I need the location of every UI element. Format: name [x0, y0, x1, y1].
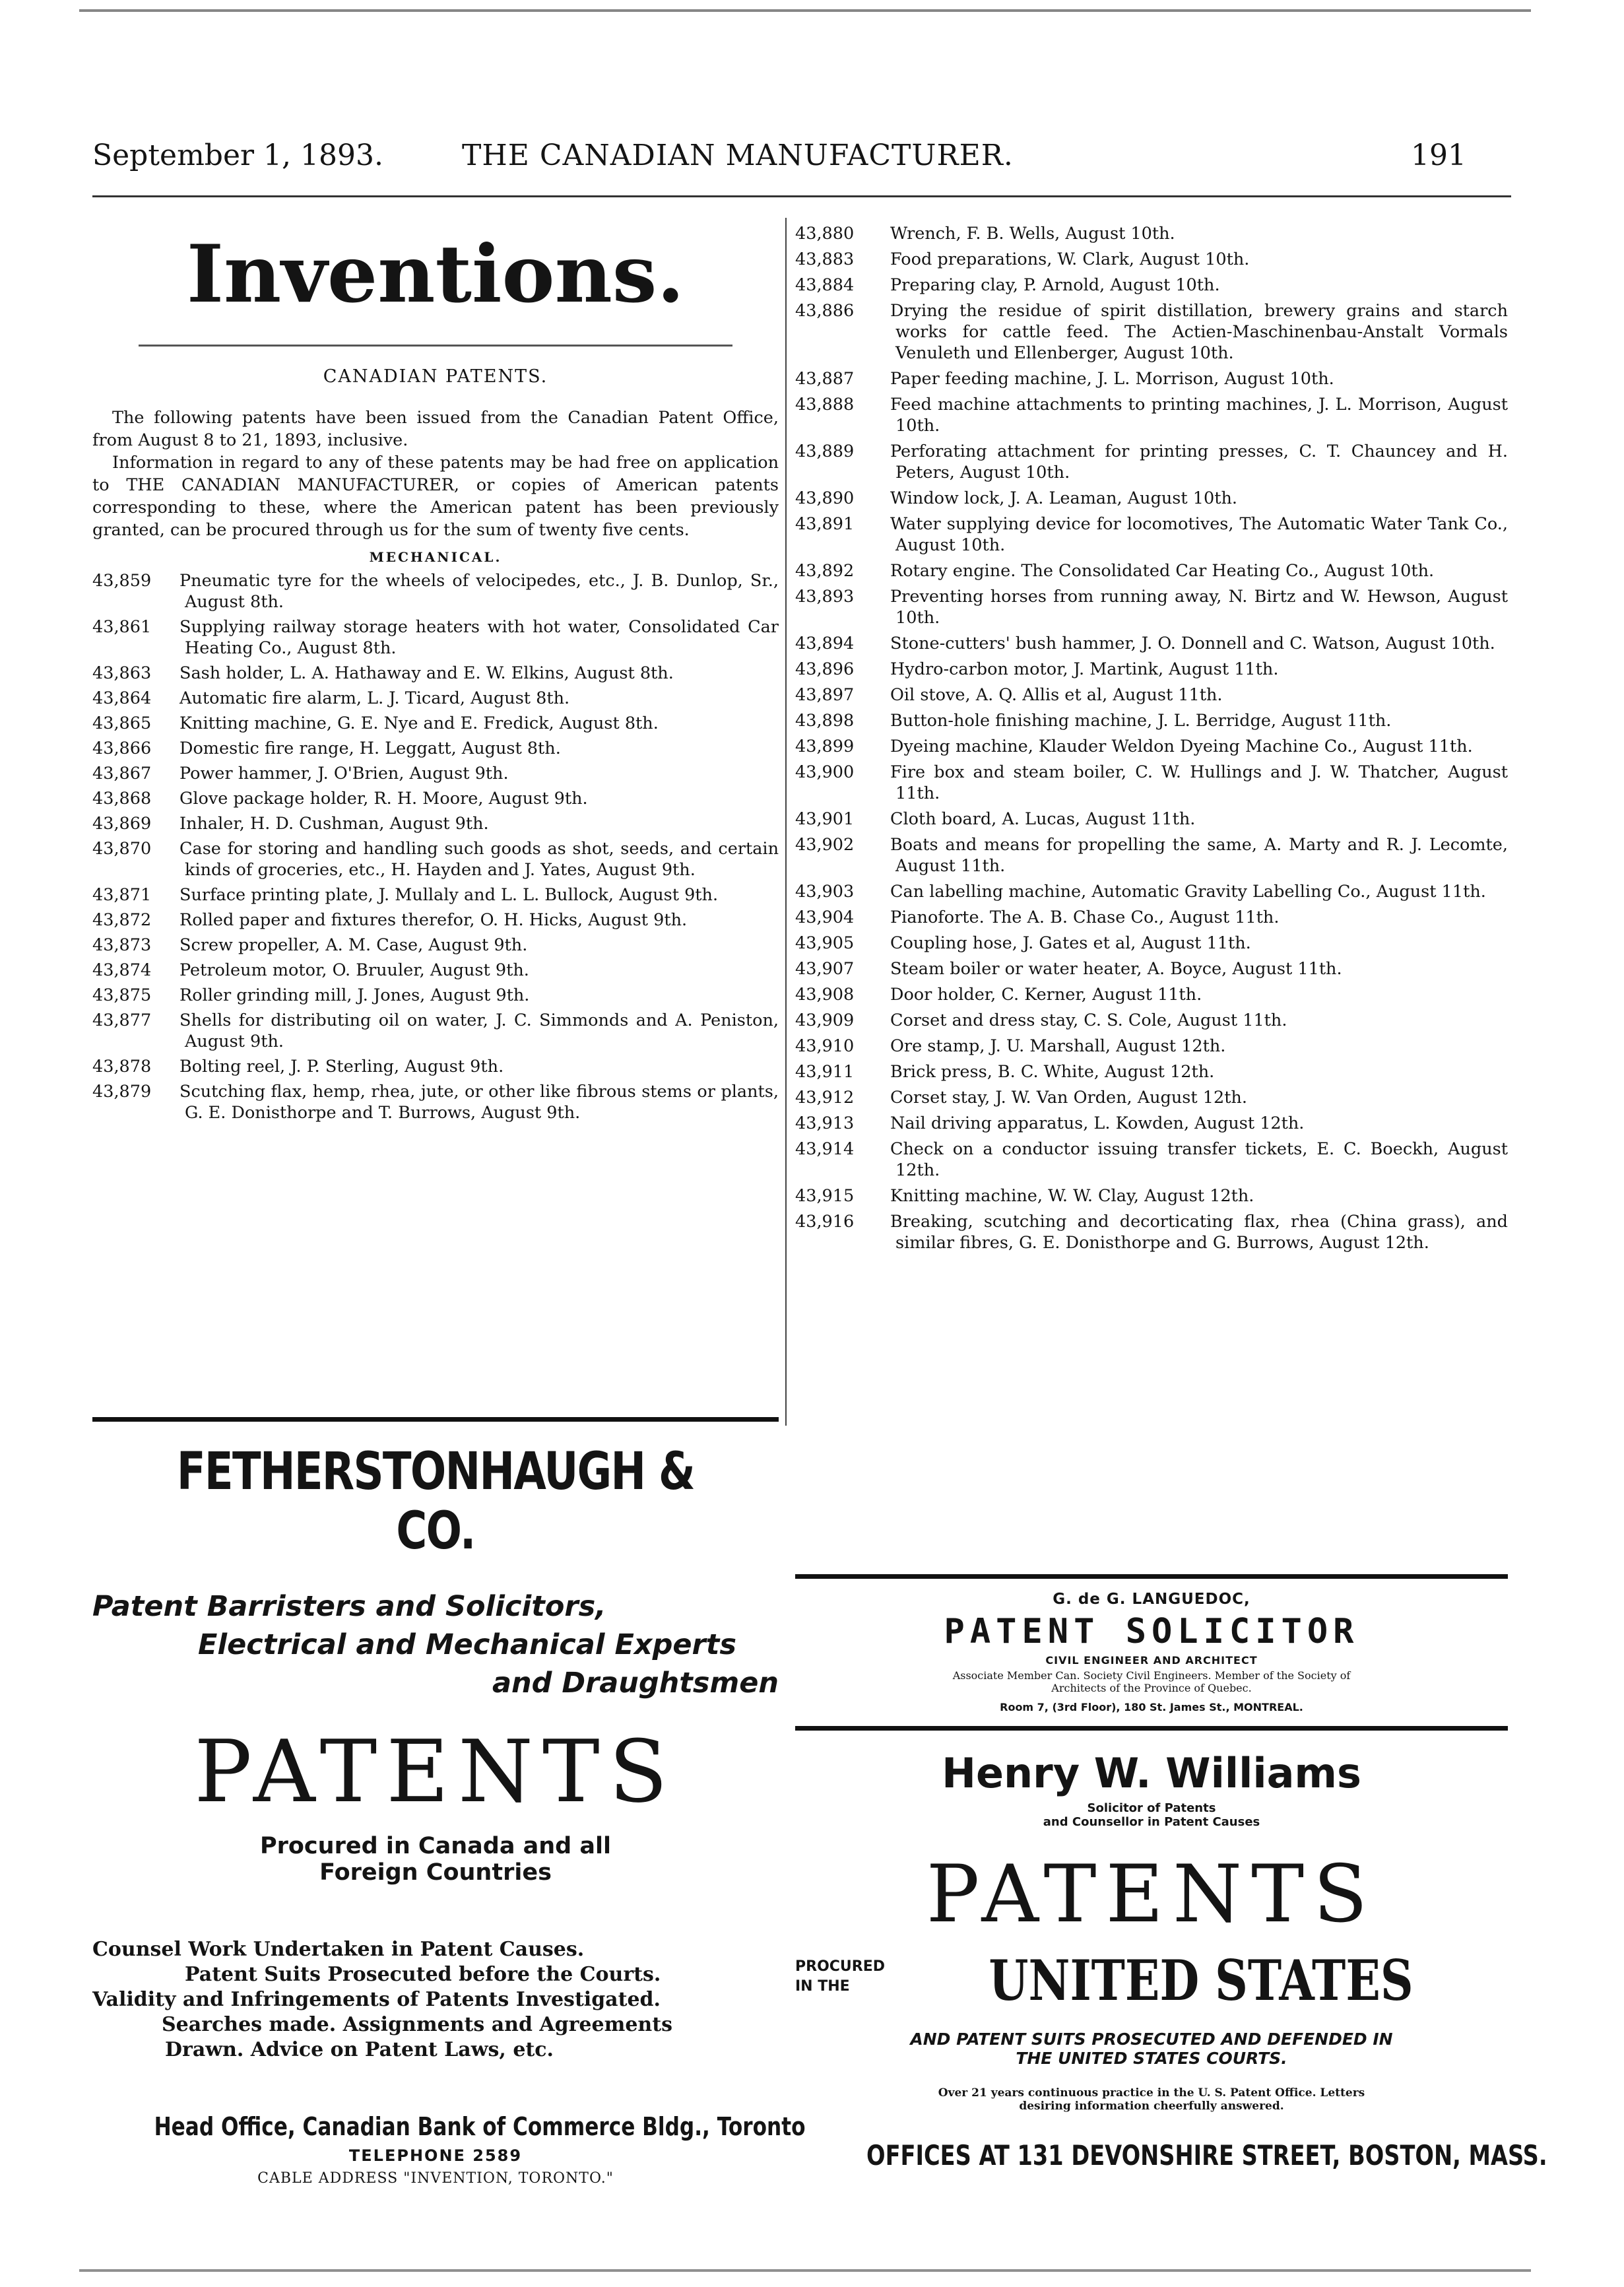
patent-entry: [92, 688, 779, 709]
patent-description: Corset stay, J. W. Van Orden, August 12th.: [890, 1088, 1247, 1108]
patent-number: 43,874: [92, 960, 152, 980]
patent-description: Case for storing and handling such goods as shot, seeds, and certain kinds of groceries, etc., H. Hayden and J. Yates, August 9th.: [179, 839, 779, 880]
patent-entry: [795, 1010, 1508, 1031]
patent-description: Door holder, C. Kerner, August 11th.: [890, 985, 1202, 1005]
fetherstonhaugh-ad: [92, 1442, 806, 2187]
patent-entry: [795, 984, 1508, 1005]
patent-number: 43,909: [795, 1011, 855, 1030]
patent-entry: [795, 958, 1508, 979]
patent-number: 43,900: [795, 762, 855, 782]
patent-number: 43,866: [92, 739, 152, 758]
patent-entry: [92, 1010, 779, 1052]
patent-number: 43,875: [92, 985, 152, 1005]
languedoc-civil: CIVIL ENGINEER AND ARCHITECT: [1045, 1654, 1258, 1667]
patent-number: 43,879: [92, 1082, 152, 1102]
languedoc-name: G. de G. LANGUEDOC,: [1053, 1591, 1250, 1608]
patent-entry: [795, 1087, 1508, 1108]
williams-counsellor: and Counsellor in Patent Causes: [1043, 1815, 1260, 1829]
patent-description: Scutching flax, hemp, rhea, jute, or other like fibrous stems or plants, G. E. Donisthorpe and T. Burrows, August 9th.: [179, 1082, 779, 1123]
patent-entry: [795, 223, 1508, 244]
patent-number: 43,877: [92, 1011, 152, 1030]
patent-description: Pianoforte. The A. B. Chase Co., August 11th.: [890, 908, 1280, 927]
patent-description: Steam boiler or water heater, A. Boyce, August 11th.: [890, 959, 1342, 979]
patent-number: 43,891: [795, 514, 855, 534]
patent-number: 43,902: [795, 835, 855, 855]
patent-number: 43,901: [795, 809, 855, 829]
patent-number: 43,916: [795, 1212, 855, 1232]
patent-entry: [92, 1056, 779, 1077]
patent-description: Inhaler, H. D. Cushman, August 9th.: [179, 814, 489, 834]
williams-suits-1: AND PATENT SUITS PROSECUTED AND DEFENDED IN: [910, 2030, 1393, 2049]
patent-number: 43,898: [795, 711, 855, 731]
patent-number: 43,859: [92, 571, 152, 591]
heading-rule: [139, 345, 732, 347]
patent-number: 43,872: [92, 910, 152, 930]
williams-ad: [795, 1749, 1547, 2171]
patent-entry: [795, 1139, 1508, 1181]
patent-entry: [795, 710, 1508, 731]
patent-description: Roller grinding mill, J. Jones, August 9th.: [179, 985, 530, 1005]
williams-solicitor: Solicitor of Patents: [1087, 1801, 1216, 1815]
williams-united-states: UNITED STATES: [989, 1948, 1413, 2013]
patent-entry: [92, 935, 779, 956]
column-divider: [785, 218, 787, 1426]
patent-number: 43,883: [795, 249, 855, 269]
fh-line-2: Electrical and Mechanical Experts: [198, 1628, 736, 1661]
header-date: September 1, 1893.: [92, 139, 383, 172]
patent-entry: [795, 275, 1508, 296]
patent-number: 43,893: [795, 587, 855, 607]
patent-description: Paper feeding machine, J. L. Morrison, August 10th.: [890, 369, 1334, 389]
patent-description: Cloth board, A. Lucas, August 11th.: [890, 809, 1196, 829]
williams-name: Henry W. Williams: [942, 1749, 1361, 1797]
patent-description: Breaking, scutching and decorticating flax, rhea (China grass), and similar fibres, G. E. Donisthorpe and G. Burrows, August 12th.: [890, 1212, 1508, 1253]
subsection-heading: MECHANICAL.: [369, 549, 502, 565]
patent-entry: [795, 684, 1508, 706]
patent-entry: [92, 884, 779, 906]
patent-entry: [795, 1185, 1508, 1207]
patent-entry: [795, 659, 1508, 680]
patent-description: Pneumatic tyre for the wheels of velocipedes, etc., J. B. Dunlop, Sr., August 8th.: [179, 571, 779, 612]
fh-telephone: TELEPHONE 2589: [348, 2146, 523, 2165]
fh-line-3: and Draughtsmen: [492, 1667, 779, 1700]
patent-entry: [92, 985, 779, 1006]
right-ad-rule-1: [795, 1574, 1508, 1579]
williams-over-2: desiring information cheerfully answered.: [1019, 2100, 1284, 2113]
intro-paragraph-2: Information in regard to any of these patents may be had free on application to THE CANADIAN MANUFACTURER, or copies of American patents corresponding to these, where the American patent has been previously granted, can be procured through us for the sum of twenty five cents.: [92, 453, 779, 540]
patent-number: 43,912: [795, 1088, 855, 1108]
patent-description: Corset and dress stay, C. S. Cole, August 11th.: [890, 1011, 1287, 1030]
patent-entry: [795, 1113, 1508, 1134]
patent-number: 43,880: [795, 224, 855, 244]
patent-description: Knitting machine, W. W. Clay, August 12th.: [890, 1186, 1254, 1206]
patent-entry: [92, 813, 779, 834]
page-number: 191: [1411, 139, 1466, 172]
patent-description: Bolting reel, J. P. Sterling, August 9th.: [179, 1057, 504, 1077]
patent-entry: [92, 663, 779, 684]
fh-counsel-2: Patent Suits Prosecuted before the Courts.: [185, 1963, 661, 1986]
patent-description: Nail driving apparatus, L. Kowden, August 12th.: [890, 1113, 1305, 1133]
williams-us-row: [795, 1948, 1508, 2020]
patent-description: Check on a conductor issuing transfer tickets, E. C. Boeckh, August 12th.: [890, 1139, 1508, 1180]
patent-number: 43,894: [795, 634, 855, 653]
patent-number: 43,867: [92, 764, 152, 783]
header-rule: [92, 195, 1511, 197]
right-column: [795, 223, 1508, 1258]
left-column: [92, 218, 779, 1127]
patent-description: Domestic fire range, H. Leggatt, August 8th.: [179, 739, 561, 758]
top-scan-edge: [79, 9, 1531, 12]
patent-description: Fire box and steam boiler, C. W. Hullings and J. W. Thatcher, August 11th.: [890, 762, 1508, 803]
patent-description: Perforating attachment for printing presses, C. T. Chauncey and H. Peters, August 10th.: [890, 442, 1508, 482]
patent-description: Coupling hose, J. Gates et al, August 11th.: [890, 933, 1251, 953]
patent-number: 43,911: [795, 1062, 855, 1082]
williams-over-1: Over 21 years continuous practice in the U. S. Patent Office. Letters: [938, 2086, 1365, 2100]
patent-number: 43,886: [795, 301, 855, 321]
patent-number: 43,888: [795, 395, 855, 414]
patent-number: 43,896: [795, 659, 855, 679]
languedoc-ad: [795, 1591, 1508, 1713]
patent-number: 43,863: [92, 663, 152, 683]
patent-number: 43,908: [795, 985, 855, 1005]
patent-entry: [795, 441, 1508, 483]
patent-description: Glove package holder, R. H. Moore, August 9th.: [179, 789, 588, 809]
patent-description: Supplying railway storage heaters with hot water, Consolidated Car Heating Co., August 8th.: [179, 617, 779, 658]
williams-procured: PROCURED: [795, 1958, 886, 1975]
fh-counsel-3: Validity and Infringements of Patents Investigated.: [92, 1988, 661, 2011]
patent-entry: [92, 738, 779, 759]
patent-number: 43,864: [92, 688, 152, 708]
patent-description: Preparing clay, P. Arnold, August 10th.: [890, 275, 1220, 295]
patent-entry: [795, 394, 1508, 436]
patent-number: 43,897: [795, 685, 855, 705]
header-title: THE CANADIAN MANUFACTURER.: [462, 139, 1014, 172]
patent-description: Power hammer, J. O'Brien, August 9th.: [179, 764, 509, 783]
patent-entry: [92, 910, 779, 931]
patent-number: 43,870: [92, 839, 152, 859]
patent-description: Rotary engine. The Consolidated Car Heating Co., August 10th.: [890, 561, 1435, 581]
patent-description: Shells for distributing oil on water, J. C. Simmonds and A. Peniston, August 9th.: [179, 1011, 779, 1051]
patent-number: 43,861: [92, 617, 152, 637]
left-ad-rule: [92, 1417, 779, 1422]
patent-description: Dyeing machine, Klauder Weldon Dyeing Machine Co., August 11th.: [890, 737, 1473, 756]
patent-description: Oil stove, A. Q. Allis et al, August 11th.: [890, 685, 1223, 705]
patent-description: Ore stamp, J. U. Marshall, August 12th.: [890, 1036, 1226, 1056]
patent-entry: [795, 1211, 1508, 1253]
patent-description: Screw propeller, A. M. Case, August 9th.: [179, 935, 528, 955]
patent-number: 43,899: [795, 737, 855, 756]
patent-entry: [795, 834, 1508, 877]
patent-description: Button-hole finishing machine, J. L. Berridge, August 11th.: [890, 711, 1392, 731]
patent-number: 43,887: [795, 369, 855, 389]
patent-entry: [795, 514, 1508, 556]
patent-entry: [795, 1061, 1508, 1082]
patent-number: 43,873: [92, 935, 152, 955]
patent-entry: [795, 736, 1508, 757]
patent-number: 43,889: [795, 442, 855, 461]
williams-offices: OFFICES AT 131 DEVONSHIRE STREET, BOSTON, MASS.: [866, 2139, 1547, 2171]
patent-description: Hydro-carbon motor, J. Martink, August 11th.: [890, 659, 1279, 679]
fh-line-1: Patent Barristers and Solicitors,: [92, 1590, 606, 1623]
patent-entry: [92, 838, 779, 880]
languedoc-room: Room 7, (3rd Floor), 180 St. James St., MONTREAL.: [1000, 1701, 1303, 1713]
patent-number: 43,914: [795, 1139, 855, 1159]
patent-number: 43,903: [795, 882, 855, 902]
fh-counsel-4: Searches made. Assignments and Agreements: [162, 2013, 672, 2036]
patent-number: 43,884: [795, 275, 855, 295]
patent-entry: [795, 249, 1508, 270]
patent-entry: [795, 1036, 1508, 1057]
patent-entry: [795, 881, 1508, 902]
section-heading: CANADIAN PATENTS.: [323, 366, 548, 387]
patent-number: 43,892: [795, 561, 855, 581]
patent-description: Food preparations, W. Clark, August 10th.: [890, 249, 1250, 269]
patent-entry: [795, 809, 1508, 830]
languedoc-assoc-2: Architects of the Province of Quebec.: [1051, 1682, 1252, 1694]
left-patent-list: [92, 570, 779, 1123]
patent-description: Feed machine attachments to printing machines, J. L. Morrison, August 10th.: [890, 395, 1508, 436]
patent-description: Knitting machine, G. E. Nye and E. Fredick, August 8th.: [179, 713, 659, 733]
patent-description: Brick press, B. C. White, August 12th.: [890, 1062, 1215, 1082]
bottom-scan-edge: [79, 2269, 1531, 2272]
patent-description: Petroleum motor, O. Bruuler, August 9th.: [179, 960, 529, 980]
patent-number: 43,871: [92, 885, 152, 905]
patent-description: Can labelling machine, Automatic Gravity Labelling Co., August 11th.: [890, 882, 1486, 902]
inventions-heading: Inventions.: [186, 228, 685, 321]
williams-in-the: IN THE: [795, 1978, 850, 1995]
patent-entry: [92, 1081, 779, 1123]
patent-description: Window lock, J. A. Leaman, August 10th.: [890, 488, 1237, 508]
patent-number: 43,913: [795, 1113, 855, 1133]
patent-number: 43,907: [795, 959, 855, 979]
patent-entry: [795, 907, 1508, 928]
patent-number: 43,905: [795, 933, 855, 953]
patent-number: 43,878: [92, 1057, 152, 1077]
fh-counsel-5: Drawn. Advice on Patent Laws, etc.: [165, 2038, 554, 2061]
patent-entry: [795, 560, 1508, 581]
fh-procured-1: Procured in Canada and all: [259, 1833, 612, 1859]
patent-number: 43,868: [92, 789, 152, 809]
patent-entry: [92, 616, 779, 659]
patent-description: Wrench, F. B. Wells, August 10th.: [890, 224, 1175, 244]
fetherstonhaugh-name: FETHERSTONHAUGH & CO.: [176, 1442, 695, 1561]
patent-entry: [795, 633, 1508, 654]
patent-number: 43,915: [795, 1186, 855, 1206]
patent-number: 43,890: [795, 488, 855, 508]
right-ad-rule-2: [795, 1726, 1508, 1731]
patent-entry: [795, 300, 1508, 364]
patent-entry: [795, 933, 1508, 954]
williams-suits-2: THE UNITED STATES COURTS.: [1016, 2049, 1287, 2068]
patent-entry: [795, 586, 1508, 628]
right-patent-list: [795, 223, 1508, 1253]
patent-number: 43,865: [92, 713, 152, 733]
patent-entry: [795, 488, 1508, 509]
williams-patents-heading: PATENTS: [926, 1849, 1377, 1940]
patent-description: Surface printing plate, J. Mullaly and L. L. Bullock, August 9th.: [179, 885, 719, 905]
fh-counsel-1: Counsel Work Undertaken in Patent Causes.: [92, 1938, 585, 1961]
patent-description: Rolled paper and fixtures therefor, O. H. Hicks, August 9th.: [179, 910, 688, 930]
fh-procured-2: Foreign Countries: [319, 1859, 552, 1886]
patent-number: 43,869: [92, 814, 152, 834]
languedoc-assoc-1: Associate Member Can. Society Civil Engineers. Member of the Society of: [952, 1669, 1351, 1682]
patent-entry: [92, 763, 779, 784]
patent-description: Preventing horses from running away, N. Birtz and W. Hewson, August 10th.: [890, 587, 1508, 628]
patent-entry: [92, 788, 779, 809]
fh-head-office: Head Office, Canadian Bank of Commerce Bldg., Toronto: [154, 2112, 806, 2141]
patent-description: Automatic fire alarm, L. J. Ticard, August 8th.: [179, 688, 570, 708]
fh-cable: CABLE ADDRESS "INVENTION, TORONTO.": [257, 2170, 614, 2187]
patent-description: Water supplying device for locomotives, The Automatic Water Tank Co., August 10th.: [890, 514, 1508, 555]
patent-description: Drying the residue of spirit distillation, brewery grains and starch works for cattle feed. The Actien-Maschinenbau-Anstalt Vormals Venuleth und Ellenberger, August 10th.: [890, 301, 1508, 363]
patent-number: 43,910: [795, 1036, 855, 1056]
patent-entry: [92, 960, 779, 981]
patent-number: 43,904: [795, 908, 855, 927]
patent-entry: [795, 368, 1508, 389]
patent-entry: [92, 570, 779, 613]
intro-paragraph-1: The following patents have been issued from the Canadian Patent Office, from August 8 to 21, 1893, inclusive.: [92, 408, 779, 450]
patent-entry: [795, 762, 1508, 804]
patent-description: Sash holder, L. A. Hathaway and E. W. Elkins, August 8th.: [179, 663, 674, 683]
patent-description: Boats and means for propelling the same, A. Marty and R. J. Lecomte, August 11th.: [890, 835, 1508, 876]
fh-patents-heading: PATENTS: [194, 1721, 677, 1822]
patent-description: Stone-cutters' bush hammer, J. O. Donnell and C. Watson, August 10th.: [890, 634, 1495, 653]
patent-entry: [92, 713, 779, 734]
languedoc-title: PATENT SOLICITOR: [944, 1612, 1359, 1651]
